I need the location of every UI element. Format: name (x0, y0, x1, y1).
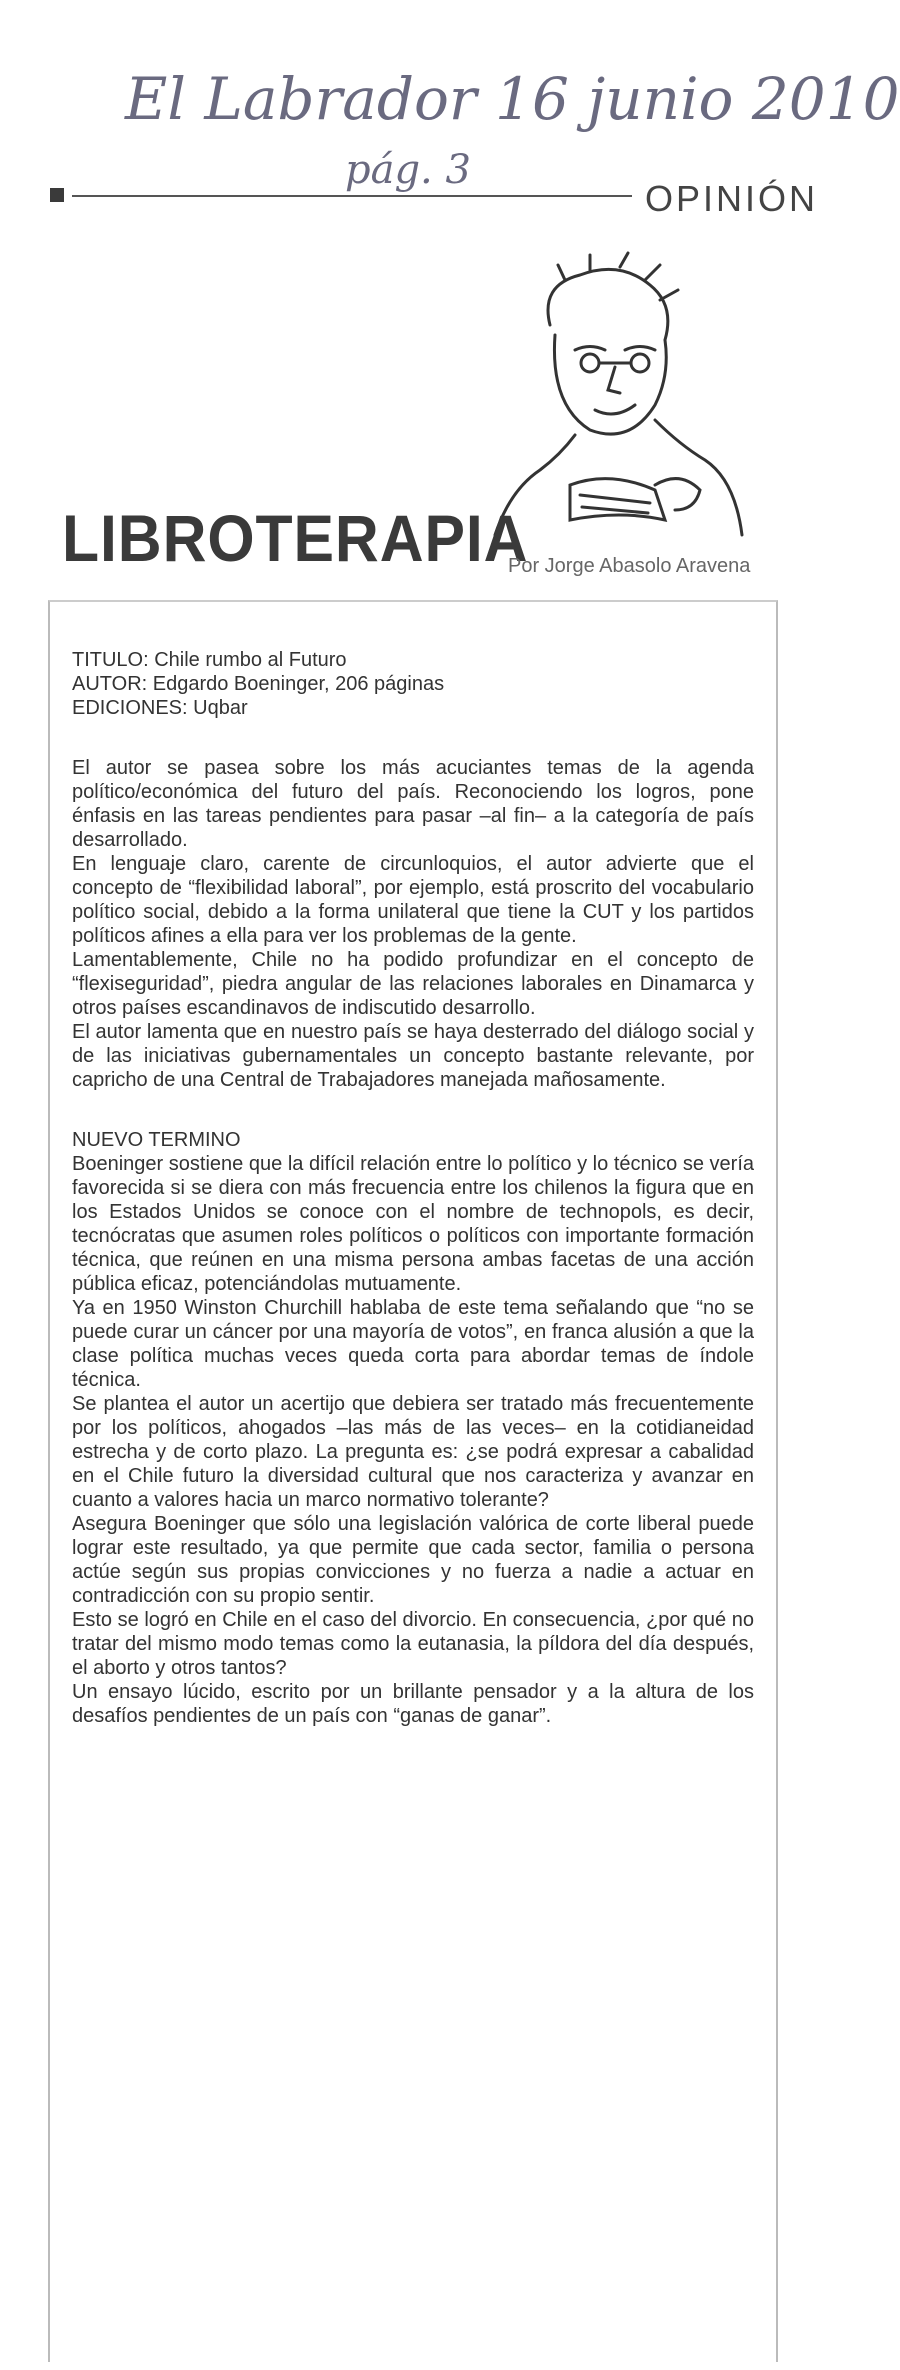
article-body (72, 648, 754, 1728)
paragraph: El autor se pasea sobre los más acuciantes temas de la agenda político/económica del futuro del país. Reconociendo los logros, pone énfasis en las tareas pendientes para pasar –al fin– a la categoría de país desarrollado. (72, 757, 754, 851)
paragraph: Lamentablemente, Chile no ha podido profundizar en el concepto de “flexiseguridad”, piedra angular de las relaciones laborales en Dinamarca y otros países escandinavos de indiscutido desarrollo. (72, 949, 754, 1019)
column-title: LIBROTERAPIA (62, 501, 529, 575)
paragraph: El autor lamenta que en nuestro país se haya desterrado del diálogo social y de las iniciativas gubernamentales un concepto bastante relevante, por capricho de una Central de Trabajadores manejada mañosamente. (72, 1021, 754, 1091)
handwritten-note-page: pág. 3 (345, 147, 471, 193)
section-header (50, 178, 819, 219)
section-rule (72, 195, 632, 197)
book-publisher-line: EDICIONES: Uqbar (72, 697, 248, 719)
paragraph: Se plantea el autor un acertijo que debiera ser tratado más frecuentemente por los políticos, ahogados –las más de las veces– en la cotidianeidad estrecha y de corto plazo. La pregunta es: ¿se podrá expresar a cabalidad en el Chile futuro la diversidad cultural que nos caracteriza y avanzar en cuanto a valores hacia un marco normativo tolerante? (72, 1393, 754, 1511)
book-details (72, 648, 754, 720)
paragraph: Asegura Boeninger que sólo una legislación valórica de corte liberal puede lograr este resultado, ya que permite que cada sector, familia o persona actúe según sus propias convicciones y no fuerza a nadie a actuar en contradicción con su propio sentir. (72, 1513, 754, 1607)
paragraph: Ya en 1950 Winston Churchill hablaba de este tema señalando que “no se puede curar un cáncer por una mayoría de votos”, en franca alusión a que la clase política muchas veces queda corta para abordar temas de índole técnica. (72, 1297, 754, 1391)
subheading: NUEVO TERMINO (72, 1129, 241, 1151)
paragraph: En lenguaje claro, carente de circunloquios, el autor advierte que el concepto de “flexibilidad laboral”, por ejemplo, está proscrito del vocabulario político social, debido a la forma unilateral que tiene la CUT y los partidos políticos afines a ella para ver los problemas de la gente. (72, 853, 754, 947)
paragraph: Boeninger sostiene que la difícil relación entre lo político y lo técnico se vería favorecida si se diera con más frecuencia entre los chilenos la figura que en los Estados Unidos se conoce con el nombre de technopols, es decir, tecnócratas que asumen roles políticos o políticos con importante formación técnica, que reúnen en una misma persona ambas facetas de una acción pública eficaz, potenciándolas mutuamente. (72, 1153, 754, 1295)
paragraph: Esto se logró en Chile en el caso del divorcio. En consecuencia, ¿por qué no tratar del mismo modo temas como la eutanasia, la píldora del día después, el aborto y otros tantos? (72, 1609, 754, 1679)
book-author-line: AUTOR: Edgardo Boeninger, 206 páginas (72, 673, 445, 695)
section-label: OPINIÓN (645, 178, 819, 219)
handwritten-note-publication: El Labrador 16 junio 2010 (125, 65, 900, 133)
section-marker-icon (50, 188, 64, 202)
book-title-line: TITULO: Chile rumbo al Futuro (72, 649, 347, 671)
author-byline: Por Jorge Abasolo Aravena (508, 555, 751, 577)
paragraph: Un ensayo lúcido, escrito por un brillante pensador y a la altura de los desafíos pendientes de un país con “ganas de ganar”. (72, 1681, 754, 1727)
